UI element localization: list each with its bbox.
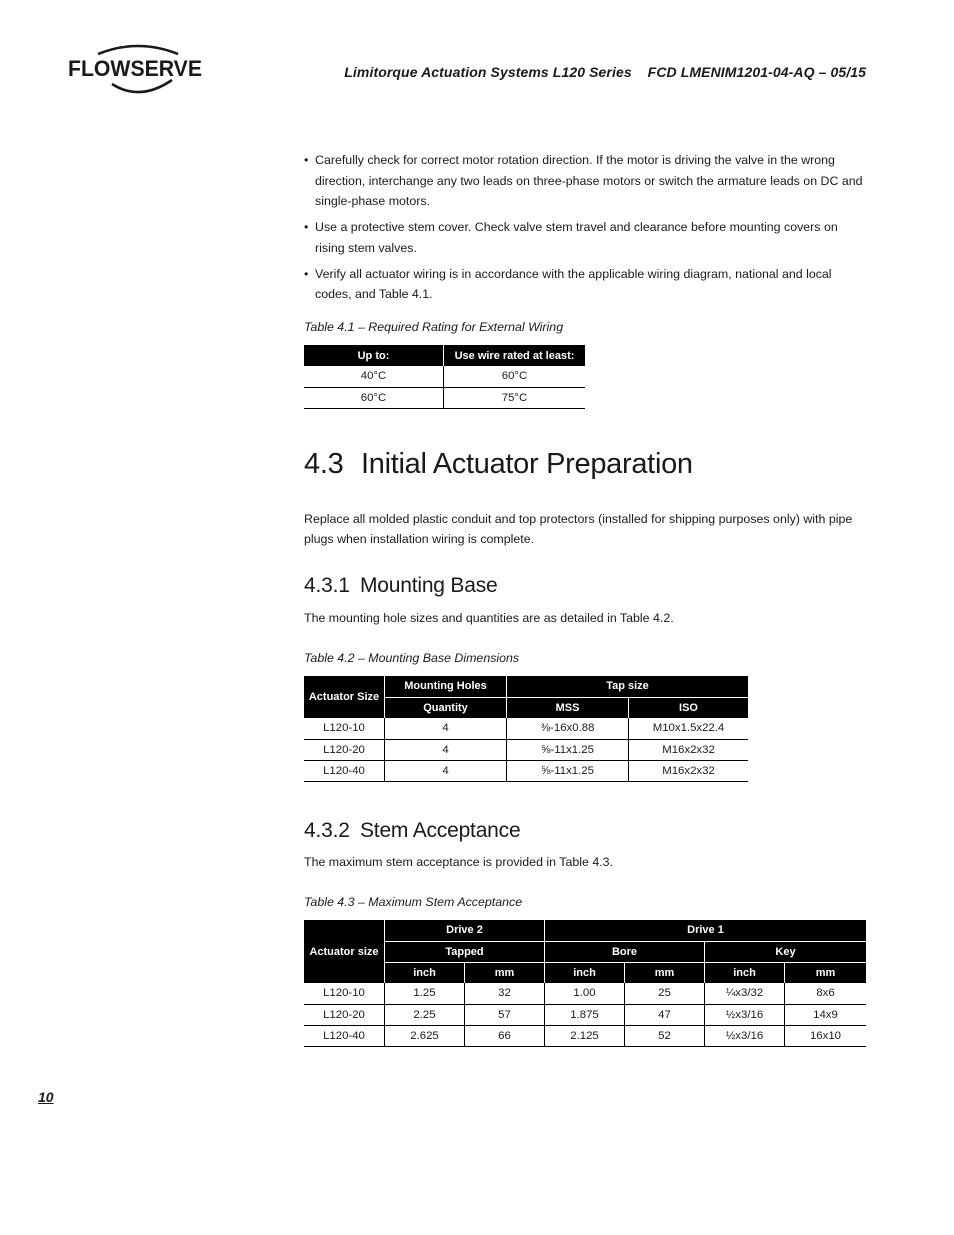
table-header: MSS xyxy=(507,697,629,718)
table-cell: ½x3/16 xyxy=(705,1004,785,1025)
table-cell: 25 xyxy=(625,983,705,1004)
table-4-3 xyxy=(304,920,866,1047)
bullet-item: • Use a protective stem cover. Check valve stem travel and clearance before mounting covers on rising stem valves. xyxy=(304,217,866,258)
table-header: mm xyxy=(785,962,867,983)
table-cell: L120-10 xyxy=(304,983,385,1004)
table-header: Mounting Holes xyxy=(385,676,507,697)
section-number: 4.3.2 xyxy=(304,819,350,842)
page-number: 10 xyxy=(38,1089,54,1105)
table-cell: ¼x3/32 xyxy=(705,983,785,1004)
table-4-2-caption: Table 4.2 – Mounting Base Dimensions xyxy=(304,651,520,665)
table-header: mm xyxy=(465,962,545,983)
table-header: Bore xyxy=(545,941,705,962)
table-cell: L120-20 xyxy=(304,739,385,760)
table-4-1 xyxy=(304,345,585,409)
table-cell: ⅜-16x0.88 xyxy=(507,718,629,739)
table-header: mm xyxy=(625,962,705,983)
table-header: Drive 1 xyxy=(545,920,867,941)
bullet-item: • Carefully check for correct motor rotation direction. If the motor is driving the valve in the wrong direction, interchange any two leads on three-phase motors or switch the armature leads on DC and single-phase motors. xyxy=(304,150,866,212)
section-number: 4.3 xyxy=(304,448,344,480)
table-cell: 57 xyxy=(465,1004,545,1025)
table-cell: 4 xyxy=(385,760,507,781)
table-header: Key xyxy=(705,941,867,962)
table-cell: ⅝-11x1.25 xyxy=(507,739,629,760)
table-cell: 16x10 xyxy=(785,1025,867,1046)
table-cell: 60°C xyxy=(304,387,444,408)
table-cell: 8x6 xyxy=(785,983,867,1004)
table-cell: L120-40 xyxy=(304,760,385,781)
bullet-item: • Verify all actuator wiring is in accordance with the applicable wiring diagram, national and local codes, and Table 4.1. xyxy=(304,264,866,305)
section-4-3-2-body: The maximum stem acceptance is provided in Table 4.3. xyxy=(304,855,613,869)
section-heading-4-3 xyxy=(304,448,693,481)
table-header: Tap size xyxy=(507,676,749,697)
document-header-title: Limitorque Actuation Systems L120 Series FCD LMENIM1201-04-AQ – 05/15 xyxy=(344,64,866,80)
table-header: Drive 2 xyxy=(385,920,545,941)
table-cell: 4 xyxy=(385,739,507,760)
table-cell: 66 xyxy=(465,1025,545,1046)
table-cell: 1.875 xyxy=(545,1004,625,1025)
table-cell: M16x2x32 xyxy=(629,739,749,760)
table-header: Up to: xyxy=(304,345,444,366)
table-cell: 40°C xyxy=(304,366,444,387)
section-heading-4-3-1 xyxy=(304,574,498,598)
table-cell: 47 xyxy=(625,1004,705,1025)
table-cell: 4 xyxy=(385,718,507,739)
table-header: Quantity xyxy=(385,697,507,718)
table-cell: 75°C xyxy=(444,387,586,408)
table-header: Actuator size xyxy=(304,920,385,983)
table-cell: M16x2x32 xyxy=(629,760,749,781)
table-cell: ⅝-11x1.25 xyxy=(507,760,629,781)
logo-text: FLOWSERVE xyxy=(68,56,202,81)
table-cell: L120-20 xyxy=(304,1004,385,1025)
section-title: Stem Acceptance xyxy=(360,819,521,842)
bullet-list xyxy=(304,150,866,310)
table-header: Actuator Size xyxy=(304,676,385,718)
flowserve-logo xyxy=(68,42,208,96)
section-title: Initial Actuator Preparation xyxy=(361,448,693,480)
section-title: Mounting Base xyxy=(360,574,498,597)
table-cell: L120-10 xyxy=(304,718,385,739)
table-cell: M10x1.5x22.4 xyxy=(629,718,749,739)
table-cell: 52 xyxy=(625,1025,705,1046)
table-cell: 2.125 xyxy=(545,1025,625,1046)
table-cell: ½x3/16 xyxy=(705,1025,785,1046)
table-cell: 2.625 xyxy=(385,1025,465,1046)
section-number: 4.3.1 xyxy=(304,574,350,597)
table-cell: 2.25 xyxy=(385,1004,465,1025)
section-4-3-1-body: The mounting hole sizes and quantities are as detailed in Table 4.2. xyxy=(304,611,674,625)
table-cell: 60°C xyxy=(444,366,586,387)
table-cell: 32 xyxy=(465,983,545,1004)
table-4-3-caption: Table 4.3 – Maximum Stem Acceptance xyxy=(304,895,523,909)
table-header: inch xyxy=(705,962,785,983)
table-4-2 xyxy=(304,676,748,782)
table-cell: 1.25 xyxy=(385,983,465,1004)
section-heading-4-3-2 xyxy=(304,819,520,843)
table-4-1-caption: Table 4.1 – Required Rating for External Wiring xyxy=(304,320,564,334)
table-header: inch xyxy=(545,962,625,983)
section-4-3-body: Replace all molded plastic conduit and top protectors (installed for shipping purposes only) with pipe plugs when installation wiring is complete. xyxy=(304,512,853,546)
table-header: Tapped xyxy=(385,941,545,962)
table-header: ISO xyxy=(629,697,749,718)
table-cell: 14x9 xyxy=(785,1004,867,1025)
table-cell: L120-40 xyxy=(304,1025,385,1046)
table-header: inch xyxy=(385,962,465,983)
table-header: Use wire rated at least: xyxy=(444,345,586,366)
table-cell: 1.00 xyxy=(545,983,625,1004)
